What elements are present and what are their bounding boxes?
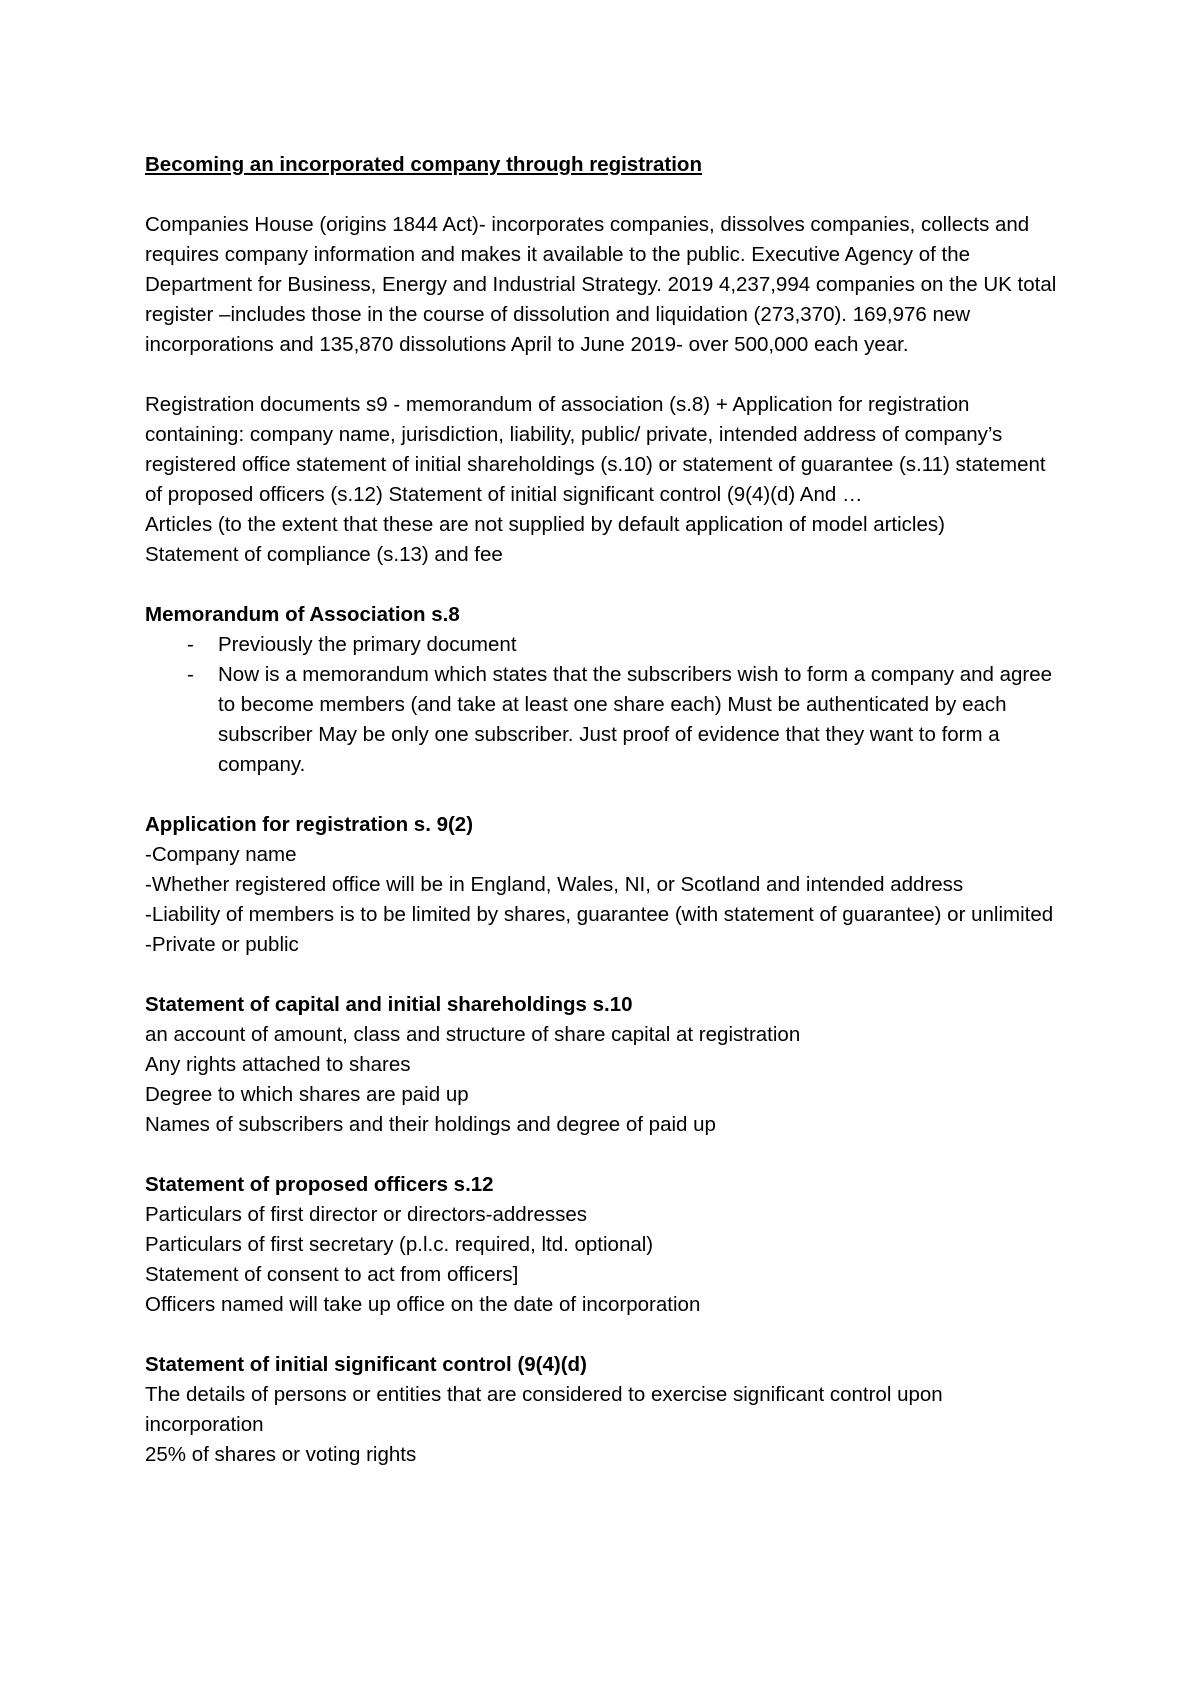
officers-heading: Statement of proposed officers s.12: [145, 1173, 494, 1196]
control-line: 25% of shares or voting rights: [145, 1443, 417, 1466]
intro-paragraph: Companies House (origins 1844 Act)- incorporates companies, dissolves companies, collects and requires company information and makes it available to the public. Executive Agency of the Department for Business, Energy and Industrial Strategy. 2019 4,237,994 companies on the UK total register –includes those in the course of dissolution and liquidation (273,370). 169,976 new incorporations and 135,870 dissolutions April to June 2019- over 500,000 each year.: [145, 213, 1057, 356]
capital-line: an account of amount, class and structure of share capital at registration: [145, 1023, 801, 1046]
application-line: -Liability of members is to be limited by shares, guarantee (with statement of guarantee) or unlimited: [145, 903, 1054, 926]
memorandum-section: [145, 600, 1065, 780]
articles-paragraph: Articles (to the extent that these are not supplied by default application of model articles): [145, 513, 945, 536]
capital-heading: Statement of capital and initial shareholdings s.10: [145, 993, 633, 1016]
list-item: - Now is a memorandum which states that the subscribers wish to form a company and agree to become members (and take at least one share each) Must be authenticated by each subscriber May be only one subscriber. Just proof of evidence that they want to form a company.: [145, 660, 1065, 780]
application-line: -Whether registered office will be in England, Wales, NI, or Scotland and intended address: [145, 873, 964, 896]
application-section: [145, 810, 1065, 960]
officers-section: [145, 1170, 1065, 1320]
document-title: Becoming an incorporated company through registration: [145, 153, 702, 176]
capital-line: Any rights attached to shares: [145, 1053, 411, 1076]
application-line: -Company name: [145, 843, 297, 866]
list-item: - Previously the primary document: [145, 630, 1065, 660]
officers-line: Statement of consent to act from officers]: [145, 1263, 519, 1286]
memorandum-list: [145, 630, 1065, 780]
officers-line: Particulars of first secretary (p.l.c. required, ltd. optional): [145, 1233, 654, 1256]
compliance-paragraph: Statement of compliance (s.13) and fee: [145, 543, 503, 566]
application-heading: Application for registration s. 9(2): [145, 813, 474, 836]
memorandum-heading: Memorandum of Association s.8: [145, 603, 460, 626]
capital-line: Names of subscribers and their holdings and degree of paid up: [145, 1113, 716, 1136]
registration-section: [145, 390, 1065, 570]
officers-line: Officers named will take up office on the date of incorporation: [145, 1293, 701, 1316]
capital-line: Degree to which shares are paid up: [145, 1083, 469, 1106]
capital-section: [145, 990, 1065, 1140]
officers-line: Particulars of first director or directors-addresses: [145, 1203, 588, 1226]
control-section: [145, 1350, 1065, 1470]
application-line: -Private or public: [145, 933, 299, 956]
registration-paragraph: Registration documents s9 - memorandum of association (s.8) + Application for registration containing: company name, jurisdiction, liability, public/ private, intended address of company’s registered office statement of initial shareholdings (s.10) or statement of guarantee (s.11) statement of proposed officers (s.12) Statement of initial significant control (9(4)(d) And …: [145, 393, 1046, 506]
control-line: The details of persons or entities that are considered to exercise significant control upon incorporation: [145, 1383, 943, 1436]
control-heading: Statement of initial significant control (9(4)(d): [145, 1353, 587, 1376]
document-page: [145, 150, 1065, 1470]
